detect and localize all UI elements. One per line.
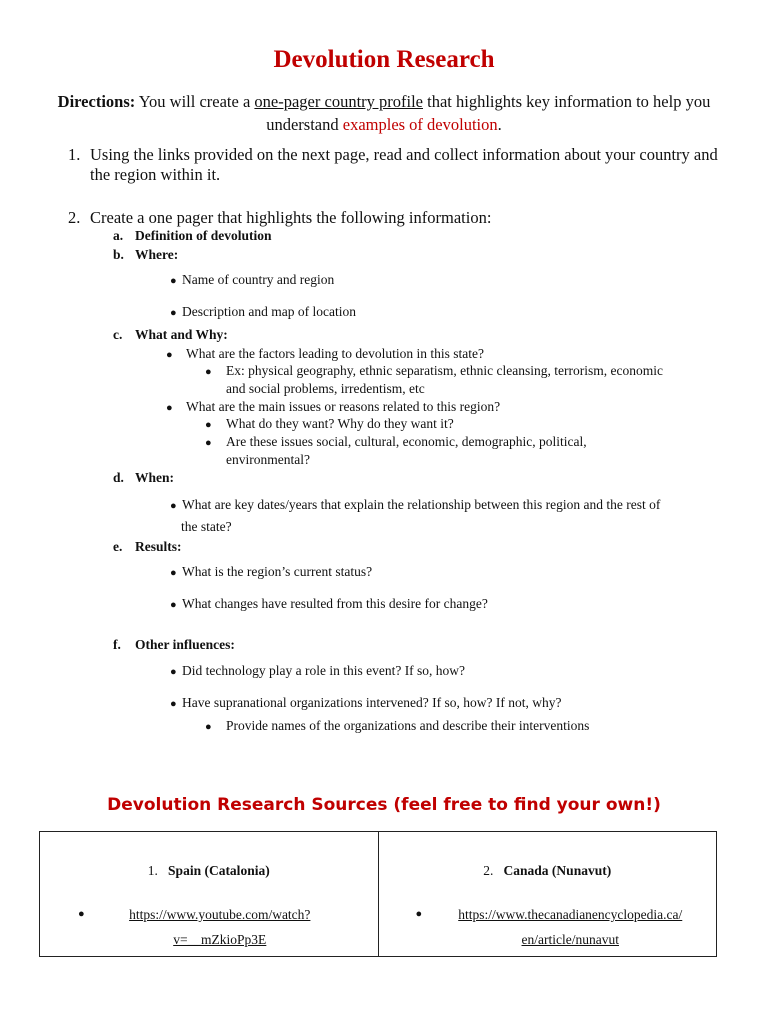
list-item: ● Have supranational organizations intervened? If so, how? If not, why?: [170, 694, 562, 713]
bullet-icon: ●: [170, 567, 177, 579]
directions-text-1: You will create a: [135, 92, 255, 111]
bullet-icon: ●: [170, 666, 177, 678]
section-b-label: Where:: [135, 247, 179, 262]
directions-label: Directions:: [57, 92, 136, 111]
page-title: Devolution Research: [273, 46, 495, 73]
source-heading: 2. Canada (Nunavut): [483, 863, 612, 878]
bullet-icon: ●: [205, 419, 212, 431]
list-item: ● Are these issues social, cultural, economic, demographic, political,: [205, 433, 587, 452]
section-f-letter: f.: [113, 637, 121, 652]
section-a-label: Definition of devolution: [135, 228, 272, 243]
section-d-label: When:: [135, 470, 175, 485]
source-cell: [40, 832, 379, 957]
bullet-icon: ●: [170, 599, 177, 611]
bullet-icon: ●: [78, 908, 85, 920]
source-link[interactable]: https://www.youtube.com/watch? v=__mZkioPp3E: [129, 907, 311, 947]
bullet-icon: ●: [170, 698, 177, 710]
list-item: ● What changes have resulted from this desire for change?: [170, 595, 488, 614]
section-a-heading: [113, 227, 272, 245]
section-f-label: Other influences:: [135, 637, 235, 652]
list-item: ● What is the region’s current status?: [170, 563, 372, 582]
sources-heading: Devolution Research Sources (feel free to find your own!): [107, 795, 661, 815]
bullet-icon: ●: [205, 437, 212, 449]
section-e-letter: e.: [113, 539, 123, 554]
source-link-block: [415, 902, 709, 952]
bullet-icon: ●: [170, 500, 177, 512]
step-2-number: 2.: [68, 208, 81, 227]
section-d-letter: d.: [113, 470, 124, 485]
directions-text-3: .: [497, 115, 502, 134]
section-c-letter: c.: [113, 327, 123, 342]
bullet-icon: ●: [205, 721, 212, 733]
bullet-icon: ●: [205, 366, 212, 378]
source-link[interactable]: https://www.thecanadianencyclopedia.ca/ en/article/nunavut: [458, 907, 683, 947]
sources-table: [39, 831, 717, 957]
section-f-heading: [113, 636, 235, 654]
section-c-label: What and Why:: [135, 327, 228, 342]
list-item: ● Name of country and region: [170, 271, 334, 290]
bullet-icon: ●: [166, 402, 173, 414]
list-item: ● Description and map of location: [170, 303, 356, 322]
bullet-icon: ●: [170, 275, 177, 287]
section-e-label: Results:: [135, 539, 182, 554]
bullet-icon: ●: [170, 307, 177, 319]
list-item: ● Provide names of the organizations and describe their interventions: [205, 717, 589, 736]
one-pager-text: one-pager country profile: [254, 92, 423, 111]
source-link-block: [78, 902, 322, 952]
directions-paragraph: [40, 90, 728, 136]
directions-text-2: that highlights key information to help you understand: [266, 92, 711, 134]
section-c-heading: [113, 326, 228, 344]
list-item-continuation: environmental?: [226, 452, 310, 467]
list-item: ● What do they want? Why do they want it?: [205, 415, 454, 434]
list-item-continuation: the state?: [181, 519, 232, 534]
bullet-icon: ●: [166, 349, 173, 361]
step-1-number: 1.: [68, 145, 81, 164]
list-item: ● Ex: physical geography, ethnic separatism, ethnic cleansing, terrorism, economic: [205, 362, 663, 381]
section-b-letter: b.: [113, 247, 124, 262]
list-item: ● What are the main issues or reasons related to this region?: [166, 398, 500, 417]
bullet-icon: ●: [415, 908, 423, 920]
section-b-heading: [113, 246, 178, 264]
step-1-text: Using the links provided on the next page, read and collect information about your country and the region within it.: [90, 145, 718, 184]
list-item: ● What are key dates/years that explain the relationship between this region and the rest of: [170, 496, 660, 515]
source-cell: [378, 832, 717, 957]
list-item-continuation: and social problems, irredentism, etc: [226, 381, 425, 396]
devolution-examples-text: examples of devolution: [342, 115, 498, 134]
list-item: ● Did technology play a role in this event? If so, how?: [170, 662, 465, 681]
list-item: ● What are the factors leading to devolution in this state?: [166, 345, 484, 364]
step-2-text: Create a one pager that highlights the following information:: [90, 208, 492, 227]
section-d-heading: [113, 469, 174, 487]
section-a-letter: a.: [113, 228, 124, 243]
source-heading: 1. Spain (Catalonia): [147, 863, 270, 878]
section-e-heading: [113, 538, 182, 556]
